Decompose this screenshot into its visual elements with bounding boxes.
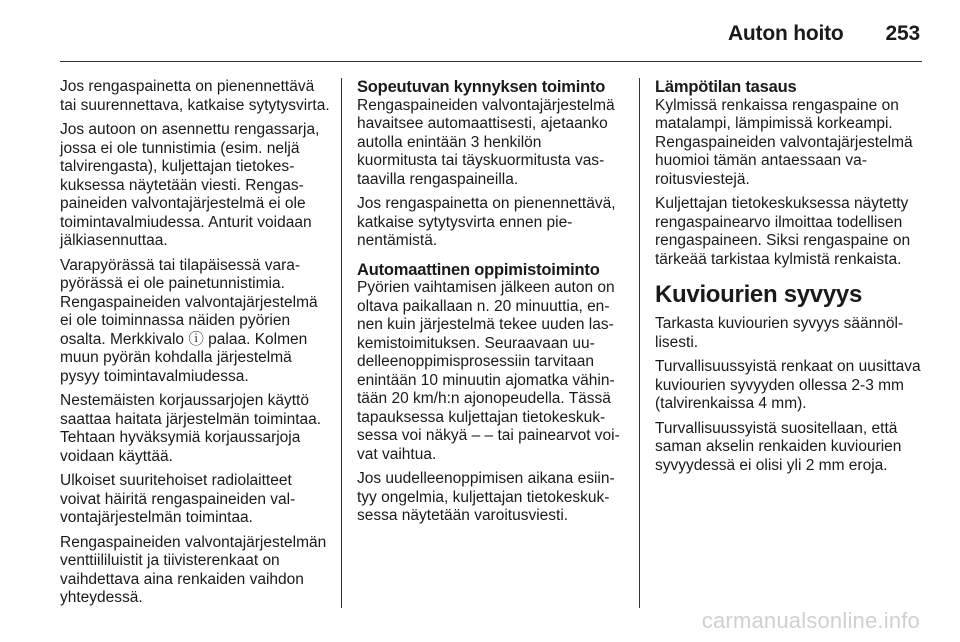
paragraph: Rengaspaineiden valvontajärjestelmän venttiililuistit ja tiivisterenkaat on vaihdettava aina renkaiden vaihdon yhteydessä. <box>60 533 327 606</box>
watermark: carmanualsonline.info <box>701 608 920 633</box>
column-1 <box>60 78 330 614</box>
section-heading: Sopeutuvan kynnyksen toiminto <box>357 78 606 96</box>
paragraph: Varapyörässä tai tilapäisessä varapyörässä ei ole painetunnistimia. Rengaspaineiden valvontajärjestelmä ei ole toiminnassa näiden pyörien osalta. Merkkivalo ⓘ palaa. Kolmen muun pyörän kohdalla järjestelmä pysyy toimintavalmiudessa. <box>60 256 318 385</box>
paragraph: Tarkasta kuviourien syvyys säännöllisesti. <box>655 315 904 351</box>
column-divider <box>341 78 342 608</box>
section-heading: Automaattinen oppimistoiminto <box>357 260 600 279</box>
page-number: 253 <box>885 22 920 45</box>
paragraph: Jos rengaspainetta on pienennettävä tai suurennettava, katkaise sytytysvirta. <box>60 78 330 114</box>
paragraph: Rengaspaineiden valvontajärjestelmä havaitsee automaattisesti, ajetaanko autolla enintään 3 henkilön kuormitusta tai täyskuormitusta vastaavilla rengaspaineilla. <box>357 96 615 188</box>
paragraph: Jos uudelleenoppimisen aikana esiintyy ongelmia, kuljettajan tietokeskuksessa näytetään varoitusviesti. <box>357 470 615 524</box>
page-header <box>728 22 920 48</box>
header-rule <box>60 61 922 62</box>
section-heading: Lämpötilan tasaus <box>655 78 797 96</box>
section-title: Auton hoito <box>727 22 844 45</box>
chapter-heading: Kuviourien syvyys <box>655 281 862 308</box>
paragraph: Kylmissä renkaissa rengaspaine on matalampi, lämpimissä korkeampi. Rengaspaineiden valvontajärjestelmä huomioi tämän antaessaan varoitusviestejä. <box>655 96 913 188</box>
paragraph: Turvallisuussyistä renkaat on uusittava kuviourien syvyyden ollessa 2-3 mm (talvirenkaissa 4 mm). <box>655 358 921 412</box>
column-2 <box>357 78 623 532</box>
paragraph: Kuljettajan tietokeskuksessa näytetty rengaspainearvo ilmoittaa todellisen rengaspaineen. Siksi rengaspaine on tärkeää tarkistaa kylmistä renkaista. <box>655 195 911 268</box>
paragraph: Jos autoon on asennettu rengassarja, jossa ei ole tunnistimia (esim. neljä talvirengasta), kuljettajan tietokeskuksessa näytetään viesti. Rengaspaineiden valvontajärjestelmä ei ole toimintavalmiudessa. Anturit voidaan jälkiasennuttaa. <box>60 121 320 249</box>
paragraph: Jos rengaspainetta on pienennettävä, katkaise sytytysvirta ennen pienentämistä. <box>357 195 616 249</box>
paragraph: Pyörien vaihtamisen jälkeen auton on oltava paikallaan n. 20 minuuttia, ennen kuin järjestelmä tekee uuden laskemistoimituksen. Seuraavaan uudelleenoppimisprosessiin tarvitaan enintään 10 minuutin ajomatka vähintään 20 km/h:n ajonopeudella. Tässä tapauksessa kuljettajan tietokeskuksessa voi näkyä ‒ ‒ tai painearvot voivat vaihtua. <box>357 279 620 463</box>
column-3 <box>655 78 927 481</box>
column-divider <box>639 78 640 608</box>
paragraph: Ulkoiset suuritehoiset radiolaitteet voivat häiritä rengaspaineiden valvontajärjestelmän toimintaa. <box>60 472 296 526</box>
paragraph: Turvallisuussyistä suositellaan, että saman akselin renkaiden kuviourien syvyydessä ei olisi yli 2 mm eroja. <box>655 419 902 474</box>
paragraph: Nestemäisten korjaussarjojen käyttö saattaa haitata järjestelmän toimintaa. Tehtaan hyväksymiä korjaussarjoja voidaan käyttää. <box>60 392 322 465</box>
